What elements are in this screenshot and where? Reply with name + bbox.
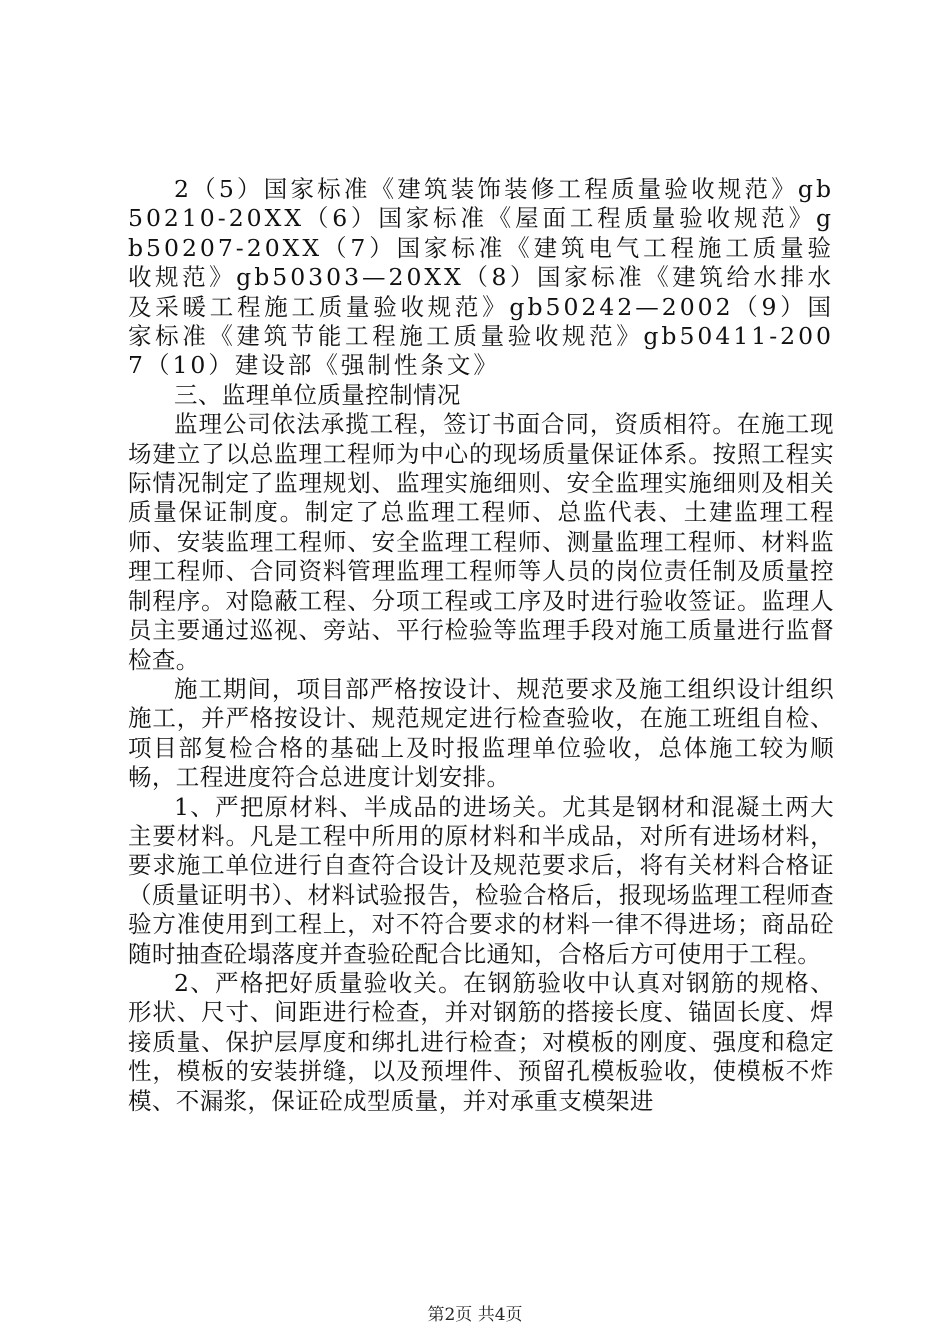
document-body xyxy=(128,175,834,1116)
materials-control-paragraph: 1、严把原材料、半成品的进场关。尤其是钢材和混凝土两大主要材料。凡是工程中所用的原材料和半成品，对所有进场材料，要求施工单位进行自查符合设计及规范要求后，将有关材料合格证（质量证明书）、材料试验报告，检验合格后，报现场监理工程师查验方准使用到工程上，对不符合要求的材料一律不得进场；商品砼随时抽查砼塌落度并查验砼配合比通知，合格后方可使用于工程。 xyxy=(128,792,834,968)
supervision-paragraph: 监理公司依法承揽工程，签订书面合同，资质相符。在施工现场建立了以总监理工程师为中心的现场质量保证体系。按照工程实际情况制定了监理规划、监理实施细则、安全监理实施细则及相关质量保证制度。制定了总监理工程师、总监代表、土建监理工程师、安装监理工程师、安全监理工程师、测量监理工程师、材料监理工程师、合同资料管理监理工程师等人员的岗位责任制及质量控制程序。对隐蔽工程、分项工程或工序及时进行验收签证。监理人员主要通过巡视、旁站、平行检验等监理手段对施工质量进行监督检查。 xyxy=(128,410,834,674)
standards-list-paragraph: 2（5）国家标准《建筑装饰装修工程质量验收规范》gb50210-20XX（6）国家标准《屋面工程质量验收规范》gb50207-20XX（7）国家标准《建筑电气工程施工质量验收规范》gb50303—20XX（8）国家标准《建筑给水排水及采暖工程施工质量验收规范》gb50242—2002（9）国家标准《建筑节能工程施工质量验收规范》gb50411-2007（10）建设部《强制性条文》 xyxy=(128,175,834,380)
section-heading: 三、监理单位质量控制情况 xyxy=(174,380,461,409)
page-footer: 第2页 共4页 xyxy=(427,1305,523,1325)
construction-period-paragraph: 施工期间，项目部严格按设计、规范要求及施工组织设计组织施工，并严格按设计、规范规定进行检查验收，在施工班组自检、项目部复检合格的基础上及时报监理单位验收，总体施工较为顺畅，工程进度符合总进度计划安排。 xyxy=(128,674,834,792)
quality-acceptance-paragraph: 2、严格把好质量验收关。在钢筋验收中认真对钢筋的规格、形状、尺寸、间距进行检查，并对钢筋的搭接长度、锚固长度、焊接质量、保护层厚度和绑扎进行检查；对模板的刚度、强度和稳定性，模板的安装拼缝，以及预埋件、预留孔模板验收，使模板不炸模、不漏浆，保证砼成型质量，并对承重支模架进 xyxy=(128,968,834,1115)
